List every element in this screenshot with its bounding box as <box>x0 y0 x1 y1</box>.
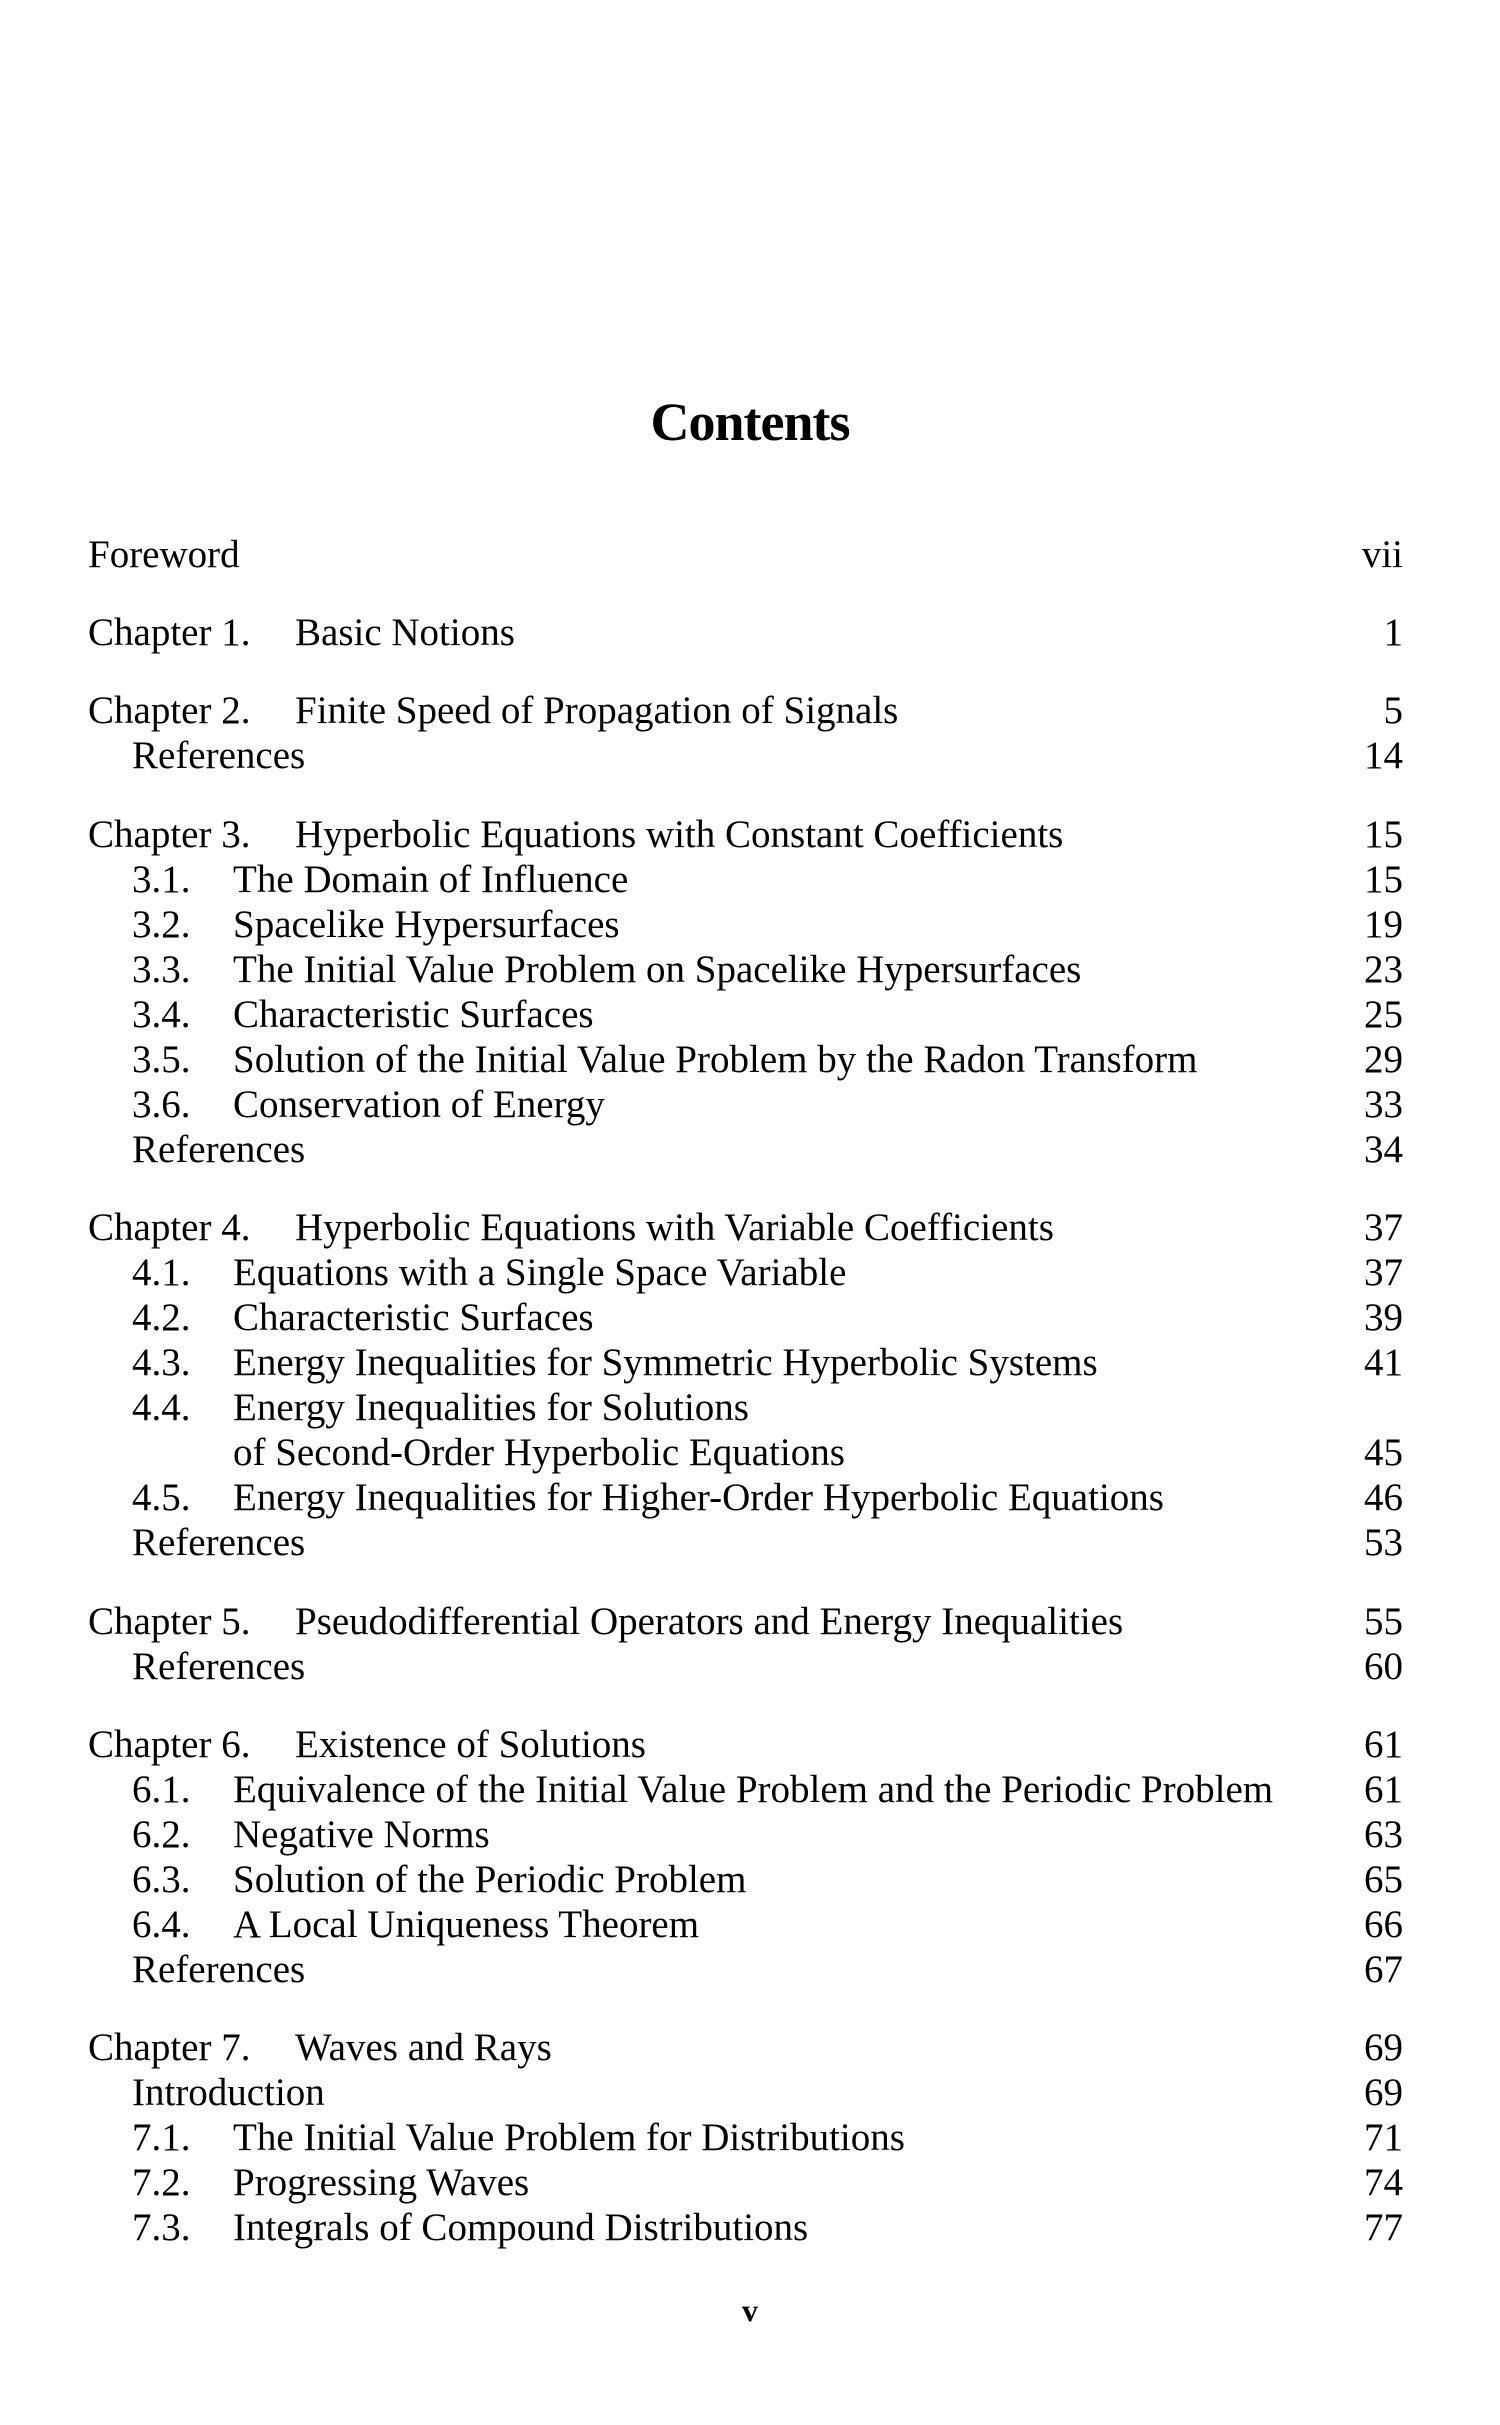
entry-title: References <box>132 1128 306 1171</box>
entry-page-number: 61 <box>1364 1768 1403 1811</box>
entry-title: References <box>132 1521 306 1564</box>
section-number: 4.1. <box>132 1251 191 1294</box>
entry-title: Pseudodifferential Operators and Energy Inequalities <box>295 1600 1124 1643</box>
entry-title: Energy Inequalities for Solutions <box>233 1386 749 1429</box>
toc-chapter-entry <box>0 1205 1500 1251</box>
entry-title: References <box>132 1645 306 1688</box>
entry-page-number: 1 <box>1383 611 1403 654</box>
section-number: 3.4. <box>132 993 191 1036</box>
toc-entry <box>0 1520 1500 1566</box>
toc-chapter-entry <box>0 1722 1500 1768</box>
section-number: 3.2. <box>132 903 191 946</box>
entry-title: Hyperbolic Equations with Constant Coefficients <box>295 813 1064 856</box>
toc-entry <box>0 733 1500 779</box>
entry-page-number: 67 <box>1364 1948 1403 1991</box>
entry-page-number: 53 <box>1364 1521 1403 1564</box>
entry-title: Solution of the Periodic Problem <box>233 1858 747 1901</box>
toc-entry <box>0 1947 1500 1993</box>
entry-page-number: 33 <box>1364 1083 1403 1126</box>
entry-page-number: vii <box>1361 533 1403 576</box>
entry-page-number: 66 <box>1364 1903 1403 1946</box>
entry-page-number: 63 <box>1364 1813 1403 1856</box>
section-number: 4.2. <box>132 1296 191 1339</box>
toc-entry <box>0 902 1500 948</box>
entry-title: Characteristic Surfaces <box>233 1296 594 1339</box>
entry-title: Existence of Solutions <box>295 1723 646 1766</box>
toc-chapter-entry <box>0 1599 1500 1645</box>
toc-entry <box>0 2205 1500 2251</box>
toc-chapter-entry <box>0 688 1500 734</box>
entry-page-number: 65 <box>1364 1858 1403 1901</box>
entry-page-number: 45 <box>1364 1431 1403 1474</box>
toc-entry <box>0 1902 1500 1948</box>
toc-entry <box>0 1082 1500 1128</box>
toc-entry <box>0 2115 1500 2161</box>
entry-title: of Second-Order Hyperbolic Equations <box>233 1431 845 1474</box>
section-number: 4.3. <box>132 1341 191 1384</box>
section-number: 6.3. <box>132 1858 191 1901</box>
toc-entry <box>0 1250 1500 1296</box>
page-title: Contents <box>650 392 850 452</box>
chapter-number: Chapter 6. <box>88 1723 251 1766</box>
entry-title: Finite Speed of Propagation of Signals <box>295 689 899 732</box>
page-number: v <box>742 2292 758 2328</box>
entry-title: Solution of the Initial Value Problem by the Radon Transform <box>233 1038 1198 1081</box>
entry-page-number: 5 <box>1383 689 1403 732</box>
entry-title: The Domain of Influence <box>233 858 629 901</box>
chapter-number: Chapter 1. <box>88 611 251 654</box>
toc-entry <box>0 1037 1500 1083</box>
entry-title: Progressing Waves <box>233 2161 530 2204</box>
entry-title: Introduction <box>132 2071 325 2114</box>
entry-title: References <box>132 734 306 777</box>
toc-entry <box>0 1295 1500 1341</box>
toc-entry <box>0 857 1500 903</box>
entry-title: Negative Norms <box>233 1813 490 1856</box>
section-number: 4.4. <box>132 1386 191 1429</box>
entry-page-number: 69 <box>1364 2071 1403 2114</box>
entry-title: Waves and Rays <box>295 2026 552 2069</box>
entry-page-number: 19 <box>1364 903 1403 946</box>
chapter-number: Chapter 5. <box>88 1600 251 1643</box>
entry-page-number: 60 <box>1364 1645 1403 1688</box>
entry-page-number: 34 <box>1364 1128 1403 1171</box>
toc-entry <box>0 1385 1500 1431</box>
section-number: 7.2. <box>132 2161 191 2204</box>
entry-page-number: 37 <box>1364 1251 1403 1294</box>
entry-page-number: 14 <box>1364 734 1403 777</box>
entry-page-number: 61 <box>1364 1723 1403 1766</box>
chapter-number: Chapter 4. <box>88 1206 251 1249</box>
toc-entry <box>0 2070 1500 2116</box>
section-number: 6.1. <box>132 1768 191 1811</box>
toc-entry <box>0 992 1500 1038</box>
section-number: 6.2. <box>132 1813 191 1856</box>
section-number: 3.5. <box>132 1038 191 1081</box>
entry-title: Hyperbolic Equations with Variable Coefficients <box>295 1206 1054 1249</box>
toc-entry <box>0 532 1500 578</box>
entry-page-number: 29 <box>1364 1038 1403 1081</box>
entry-page-number: 23 <box>1364 948 1403 991</box>
entry-title: A Local Uniqueness Theorem <box>233 1903 700 1946</box>
section-number: 6.4. <box>132 1903 191 1946</box>
entry-page-number: 39 <box>1364 1296 1403 1339</box>
toc-entry <box>0 1430 1500 1476</box>
entry-title: Spacelike Hypersurfaces <box>233 903 620 946</box>
toc-entry <box>0 1812 1500 1858</box>
entry-title: The Initial Value Problem on Spacelike Hypersurfaces <box>233 948 1082 991</box>
entry-page-number: 37 <box>1364 1206 1403 1249</box>
toc-chapter-entry <box>0 610 1500 656</box>
chapter-number: Chapter 2. <box>88 689 251 732</box>
section-number: 3.6. <box>132 1083 191 1126</box>
entry-title: Characteristic Surfaces <box>233 993 594 1036</box>
entry-title: Integrals of Compound Distributions <box>233 2206 809 2249</box>
toc-entry <box>0 2160 1500 2206</box>
toc-chapter-entry <box>0 812 1500 858</box>
toc-entry <box>0 1767 1500 1813</box>
entry-page-number: 69 <box>1364 2026 1403 2069</box>
toc-entry <box>0 1127 1500 1173</box>
section-number: 4.5. <box>132 1476 191 1519</box>
entry-page-number: 41 <box>1364 1341 1403 1384</box>
toc-entry <box>0 1475 1500 1521</box>
entry-page-number: 15 <box>1364 813 1403 856</box>
entry-title: Energy Inequalities for Higher-Order Hyperbolic Equations <box>233 1476 1164 1519</box>
entry-title: Equivalence of the Initial Value Problem and the Periodic Problem <box>233 1768 1274 1811</box>
entry-page-number: 46 <box>1364 1476 1403 1519</box>
section-number: 7.1. <box>132 2116 191 2159</box>
section-number: 7.3. <box>132 2206 191 2249</box>
entry-title: Energy Inequalities for Symmetric Hyperbolic Systems <box>233 1341 1098 1384</box>
toc-entry <box>0 947 1500 993</box>
toc-chapter-entry <box>0 2025 1500 2071</box>
chapter-number: Chapter 3. <box>88 813 251 856</box>
entry-page-number: 25 <box>1364 993 1403 1036</box>
entry-page-number: 15 <box>1364 858 1403 901</box>
entry-title: Foreword <box>88 533 240 576</box>
entry-title: Equations with a Single Space Variable <box>233 1251 847 1294</box>
entry-title: Basic Notions <box>295 611 515 654</box>
entry-page-number: 74 <box>1364 2161 1403 2204</box>
section-number: 3.1. <box>132 858 191 901</box>
toc-entry <box>0 1340 1500 1386</box>
chapter-number: Chapter 7. <box>88 2026 251 2069</box>
entry-title: The Initial Value Problem for Distributions <box>233 2116 905 2159</box>
entry-page-number: 71 <box>1364 2116 1403 2159</box>
entry-title: Conservation of Energy <box>233 1083 605 1126</box>
toc-entry <box>0 1857 1500 1903</box>
entry-page-number: 77 <box>1364 2206 1403 2249</box>
entry-title: References <box>132 1948 306 1991</box>
section-number: 3.3. <box>132 948 191 991</box>
toc-entry <box>0 1644 1500 1690</box>
entry-page-number: 55 <box>1364 1600 1403 1643</box>
